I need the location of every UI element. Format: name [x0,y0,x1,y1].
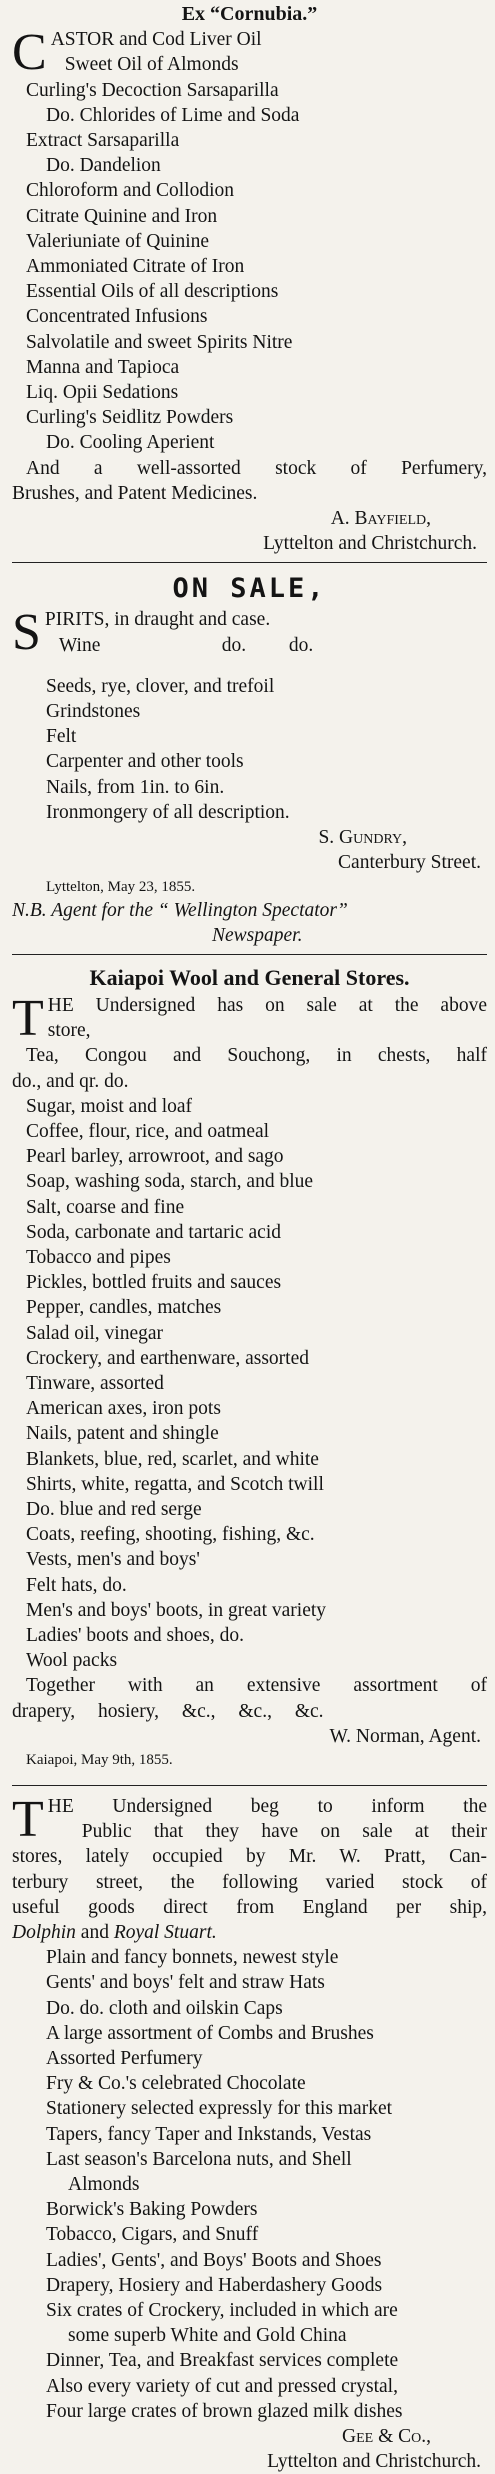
list-item: Curling's Decoction Sarsaparilla [26,79,279,101]
closing-text: And a well-assorted stock of Perfumery, [26,457,487,479]
ad-title: ON SALE, [172,573,327,605]
note-text: Newspaper. [212,924,303,946]
list-item: Pepper, candles, matches [26,1297,222,1319]
drop-cap: C [12,24,47,82]
divider [12,954,487,955]
ad-lead [12,1791,487,1848]
ship-names [12,1920,487,1945]
list-item: Plain and fancy bonnets, newest style [46,1947,339,1969]
lead-word: do. [288,634,314,656]
list-item: Citrate Quinine and Iron [26,205,218,227]
intro-text: Public that they have on sale at their [81,1821,487,1843]
list-item: Tapers, fancy Taper and Inkstands, Vestas [46,2123,372,2145]
list-item: Also every variety of cut and pressed crystal, [46,2375,398,2397]
list-item: some superb White and Gold China [68,2325,347,2347]
list-item: Sweet Oil of Almonds [64,54,239,76]
list-item: Drapery, Hosiery and Haberdashery Goods [46,2274,383,2296]
ship-name: Royal Stuart. [113,1922,217,1944]
lead-text: PIRITS, in draught and case. [44,609,271,631]
list-item: Ladies' boots and shoes, do. [26,1624,244,1646]
list-item: Last season's Barcelona nuts, and Shell [46,2148,352,2170]
note-text: N.B. Agent for the “ Wellington Spectator” [12,899,348,921]
list-item: Do. Chlorides of Lime and Soda [46,104,300,126]
list-item: Tobacco, Cigars, and Snuff [46,2224,259,2246]
ad-title: Kaiapoi Wool and General Stores. [89,964,410,990]
ad-gee-and-co [12,1791,487,2474]
list-item: Do. do. cloth and oilskin Caps [46,1997,283,2019]
list-item: Four large crates of brown glazed milk dishes [46,2400,403,2422]
list-item: Soap, washing soda, starch, and blue [26,1171,314,1193]
list-item: Concentrated Infusions [26,306,208,328]
advertiser-place: Lyttelton and Christchurch. [263,533,477,555]
list-item: Ammoniated Citrate of Iron [26,256,245,278]
list-item: Do. Cooling Aperient [46,432,215,454]
advertiser-signature: S. Gundry, [318,827,407,849]
closing-text: drapery, hosiery, &c., &c., &c. [12,1700,324,1722]
intro-text: stores, lately occupied by Mr. W. Pratt, Can- [12,1846,487,1868]
ad-lead [12,604,487,662]
ad-on-sale [12,571,487,947]
list-item: Do. blue and red serge [26,1498,202,1520]
list-item: Stationery selected expressly for this market [46,2098,393,2120]
lead-text: ASTOR and Cod Liver Oil [50,29,262,51]
ship-name: Dolphin [12,1922,76,1944]
list-item: Dinner, Tea, and Breakfast services complete [46,2350,399,2372]
advertiser-signature: W. Norman, Agent. [329,1725,481,1747]
intro-text: useful goods direct from England per ship, [12,1896,487,1918]
lead-text: store, [47,1020,91,1042]
list-item: Ladies', Gents', and Boys' Boots and Shoes [46,2249,382,2271]
advertiser-place: Lyttelton and Christchurch. [267,2451,481,2473]
advertiser-signature: A. Bayfield, [330,508,431,530]
closing-text: Brushes, and Patent Medicines. [12,482,258,504]
ad-cornubia [12,0,487,556]
list-item: Wool packs [26,1650,118,1672]
closing-text: Together with an extensive assortment of [26,1675,487,1697]
list-item: Grindstones [46,701,141,723]
list-item: Sugar, moist and loaf [26,1095,193,1117]
ad-lead [12,24,487,82]
list-item: Shirts, white, regatta, and Scotch twill [26,1473,324,1495]
list-item: Assorted Perfumery [46,2048,203,2070]
ad-date: Kaiapoi, May 9th, 1855. [26,1752,173,1768]
list-item: Carpenter and other tools [46,751,244,773]
list-item: Almonds [68,2174,140,2196]
list-item: Curling's Seidlitz Powders [26,407,234,429]
list-item: Valeriuniate of Quinine [26,230,210,252]
divider [12,1785,487,1786]
list-item: Manna and Tapioca [26,356,180,378]
advertiser-signature: Gee & Co., [342,2426,431,2448]
ad-kaiapoi-stores [12,963,487,1771]
lead-word: do. [221,634,247,656]
list-item: Tinware, assorted [26,1372,164,1394]
ad-date: Lyttelton, May 23, 1855. [46,878,196,895]
list-item: Soda, carbonate and tartaric acid [26,1221,281,1243]
list-item: Pearl barley, arrowroot, and sago [26,1146,284,1168]
list-item: Ironmongery of all description. [46,801,290,823]
list-item: Chloroform and Collodion [26,180,234,202]
list-item: do., and qr. do. [12,1070,129,1092]
lead-text: HE Undersigned has on sale at the above [47,994,487,1016]
list-item: Nails, patent and shingle [26,1423,219,1445]
ad-lead [12,989,487,1047]
list-item: Salad oil, vinegar [26,1322,164,1344]
list-item: Seeds, rye, clover, and trefoil [46,675,275,697]
list-item: Coats, reefing, shooting, fishing, &c. [26,1524,315,1546]
list-item: Gents' and boys' felt and straw Hats [46,1972,325,1994]
list-item: Coffee, flour, rice, and oatmeal [26,1120,270,1142]
list-item: Fry & Co.'s celebrated Chocolate [46,2073,306,2095]
intro-text: terbury street, the following varied stock of [12,1871,487,1893]
divider [12,562,487,563]
list-item: Six crates of Crockery, included in which are [46,2300,398,2322]
list-item: Extract Sarsaparilla [26,130,180,152]
drop-cap: S [12,604,41,662]
list-item: Felt [46,726,77,748]
list-item: Liq. Opii Sedations [26,382,179,404]
list-item: Crockery, and earthenware, assorted [26,1347,309,1369]
list-item: Borwick's Baking Powders [46,2199,258,2221]
list-item: Blankets, blue, red, scarlet, and white [26,1448,319,1470]
drop-cap: T [12,1791,44,1848]
list-item: Men's and boys' boots, in great variety [26,1599,327,1621]
list-item: Salvolatile and sweet Spirits Nitre [26,331,293,353]
lead-line [45,633,487,658]
advertiser-address: Canterbury Street. [338,852,481,874]
list-item: Essential Oils of all descriptions [26,281,279,303]
lead-word: Wine [58,634,101,656]
list-item: Tea, Congou and Souchong, in chests, half [26,1045,487,1067]
list-item: Pickles, bottled fruits and sauces [26,1272,282,1294]
list-item: Felt hats, do. [26,1574,127,1596]
list-item: Tobacco and pipes [26,1246,171,1268]
list-item: American axes, iron pots [26,1398,221,1420]
list-item: A large assortment of Combs and Brushes [46,2022,374,2044]
list-item: Nails, from 1in. to 6in. [46,776,225,798]
list-item: Vests, men's and boys' [26,1549,200,1571]
drop-cap: T [12,989,44,1047]
list-item: Salt, coarse and fine [26,1196,185,1218]
list-item: Do. Dandelion [46,155,161,177]
lead-text: HE Undersigned beg to inform the [47,1796,487,1817]
ad-title: Ex “Cornubia.” [181,3,318,25]
ship-conjunction: and [80,1922,109,1944]
